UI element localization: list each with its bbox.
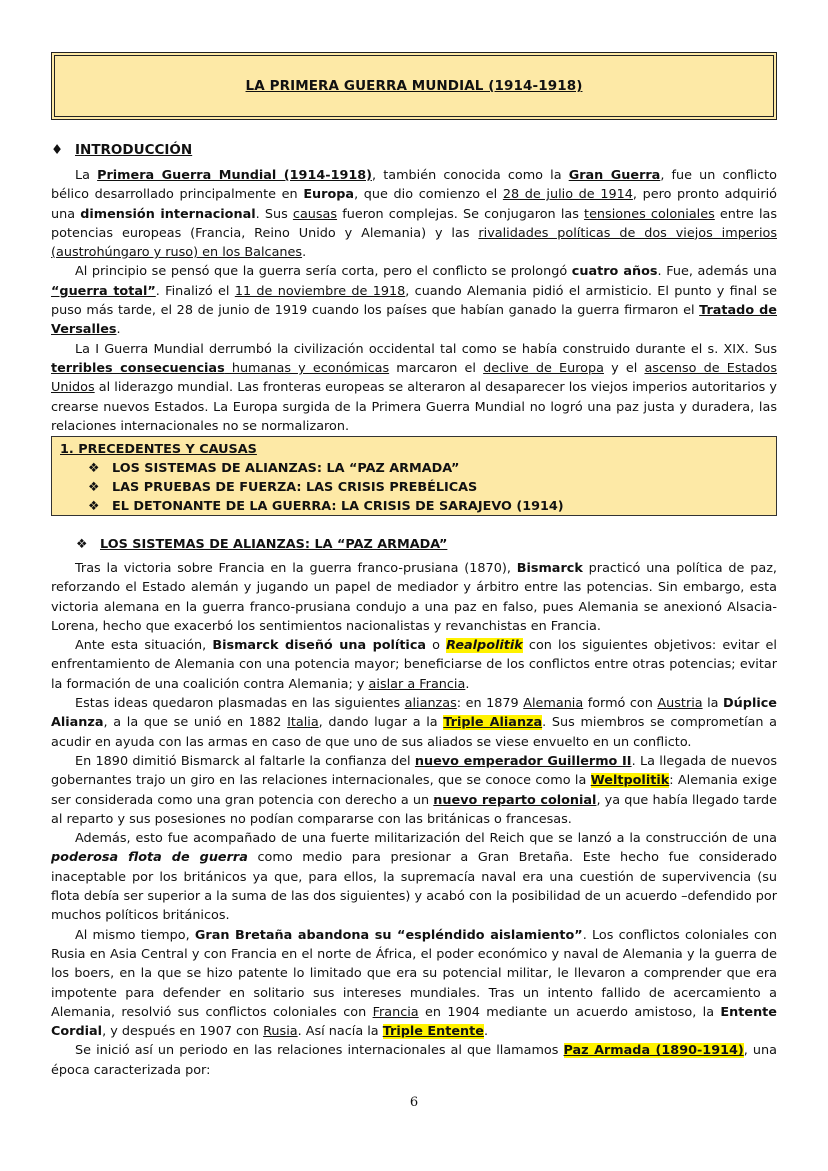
- intro-text: [51, 166, 777, 436]
- intro-paragraph-1: La Primera Guerra Mundial (1914-1918), también conocida como la Gran Guerra, fue un conflicto bélico desarrollado principalmente en Europa, que dio comienzo el 28 de julio de 1914, pero pronto adquirió una dimensión internacional. Sus causas fueron complejas. Se conjugaron las tensiones coloniales entre las potencias europeas (Francia, Reino Unido y Alemania) y las rivalidades políticas de dos viejos imperios (austrohúngaro y ruso) en los Balcanes.: [51, 168, 778, 261]
- section-paragraph-4: En 1890 dimitió Bismarck al faltarle la confianza del nuevo emperador Guillermo II. La llegada de nuevos gobernantes trajo un giro en las relaciones internacionales, que se conoce como la Weltpolitik: Alemania exige ser considerada como una gran potencia con derecho a un nuevo reparto colonial, ya que había llegado tarde al reparto y sus posesiones no podían compararse con las británicas o francesas.: [51, 753, 777, 827]
- page-number: 6: [409, 1095, 419, 1110]
- summary-item: ❖ LOS SISTEMAS DE ALIANZAS: LA “PAZ ARMADA”: [88, 461, 460, 476]
- title-box: [51, 52, 777, 120]
- section-paragraph-2: Ante esta situación, Bismarck diseñó una política o Realpolitik con los siguientes objetivos: evitar el enfrentamiento de Alemania con una potencia mayor; beneficiarse de los conflictos entre otras potencias; evitar la formación de una coalición contra Alemania; y aislar a Francia.: [51, 638, 777, 692]
- page-title: LA PRIMERA GUERRA MUNDIAL (1914-1918): [245, 78, 583, 94]
- intro-paragraph-3: La I Guerra Mundial derrumbó la civilización occidental tal como se había construido durante el s. XIX. Sus terribles consecuencias humanas y económicas marcaron el declive de Europa y el ascenso de Estados Unidos al liderazgo mundial. Las fronteras europeas se alteraron al desaparecer los viejos imperios autoritarios y crearse nuevos Estados. La Europa surgida de la Primera Guerra Mundial no logró una paz justa y duradera, las relaciones internacionales no se normalizaron.: [51, 341, 778, 434]
- diamond-bullet-icon: ❖: [88, 499, 100, 514]
- section-text: [51, 559, 777, 1080]
- summary-heading: 1. PRECEDENTES Y CAUSAS: [60, 442, 257, 457]
- summary-item: ❖ LAS PRUEBAS DE FUERZA: LAS CRISIS PREBÉLICAS: [88, 480, 478, 495]
- section-heading-text: LOS SISTEMAS DE ALIANZAS: LA “PAZ ARMADA”: [100, 537, 448, 552]
- diamond-bullet-icon: ❖: [76, 537, 88, 552]
- diamond-bullet-icon: ♦: [51, 142, 64, 158]
- section-paragraph-6: Al mismo tiempo, Gran Bretaña abandona su “espléndido aislamiento”. Los conflictos coloniales con Rusia en Asia Central y con Francia en el norte de África, el poder económico y naval de Alemania y la guerra de los boers, en la que se hizo patente lo limitado que era su potencial militar, le llevaron a comprender que era impotente para defender en solitario sus intereses mundiales. Tras un intento fallido de acercamiento a Alemania, resolvió sus conflictos coloniales con Francia en 1904 mediante un acuerdo amistoso, la Entente Cordial, y después en 1907 con Rusia. Así nacía la Triple Entente.: [51, 927, 777, 1040]
- summary-item: ❖ EL DETONANTE DE LA GUERRA: LA CRISIS DE SARAJEVO (1914): [88, 499, 564, 514]
- summary-box: [51, 436, 777, 516]
- diamond-bullet-icon: ❖: [88, 461, 100, 476]
- section-heading: [76, 537, 447, 552]
- section-paragraph-1: Tras la victoria sobre Francia en la guerra franco-prusiana (1870), Bismarck practicó una política de paz, reforzando el Estado alemán y jugando un papel de mediador y árbitro entre las potencias. Sin embargo, esta victoria alemana en la guerra franco-prusiana condujo a una paz en falso, pues Alemania se anexionó Alsacia-Lorena, hecho que exacerbó los sentimientos nacionalistas y revanchistas en Francia.: [51, 561, 777, 634]
- intro-heading-text: INTRODUCCIÓN: [75, 142, 193, 158]
- intro-paragraph-2: Al principio se pensó que la guerra sería corta, pero el conflicto se prolongó cuatro años. Fue, además una “guerra total”. Finalizó el 11 de noviembre de 1918, cuando Alemania pidió el armisticio. El punto y final se puso más tarde, el 28 de junio de 1919 cuando los países que habían ganado la guerra firmaron el Tratado de Versalles.: [51, 264, 778, 338]
- intro-heading: [51, 142, 192, 158]
- diamond-bullet-icon: ❖: [88, 480, 100, 495]
- section-paragraph-5: Además, esto fue acompañado de una fuerte militarización del Reich que se lanzó a la construcción de una poderosa flota de guerra como medio para presionar a Gran Bretaña. Este hecho fue considerado inaceptable por los británicos ya que, para ellos, la supremacía naval era una cuestión de supervivencia (su flota debía ser superior a la suma de las dos siguientes) y acabó con la posibilidad de un acuerdo –defendido por muchos políticos británicos.: [51, 831, 777, 924]
- section-paragraph-7: Se inició así un periodo en las relaciones internacionales al que llamamos Paz Armada (1890-1914), una época caracterizada por:: [51, 1043, 777, 1078]
- section-paragraph-3: Estas ideas quedaron plasmadas en las siguientes alianzas: en 1879 Alemania formó con Austria la Dúplice Alianza, a la que se unió en 1882 Italia, dando lugar a la Triple Alianza. Sus miembros se comprometían a acudir en ayuda con las armas en caso de que uno de sus aliados se viese envuelto en un conflicto.: [51, 696, 777, 750]
